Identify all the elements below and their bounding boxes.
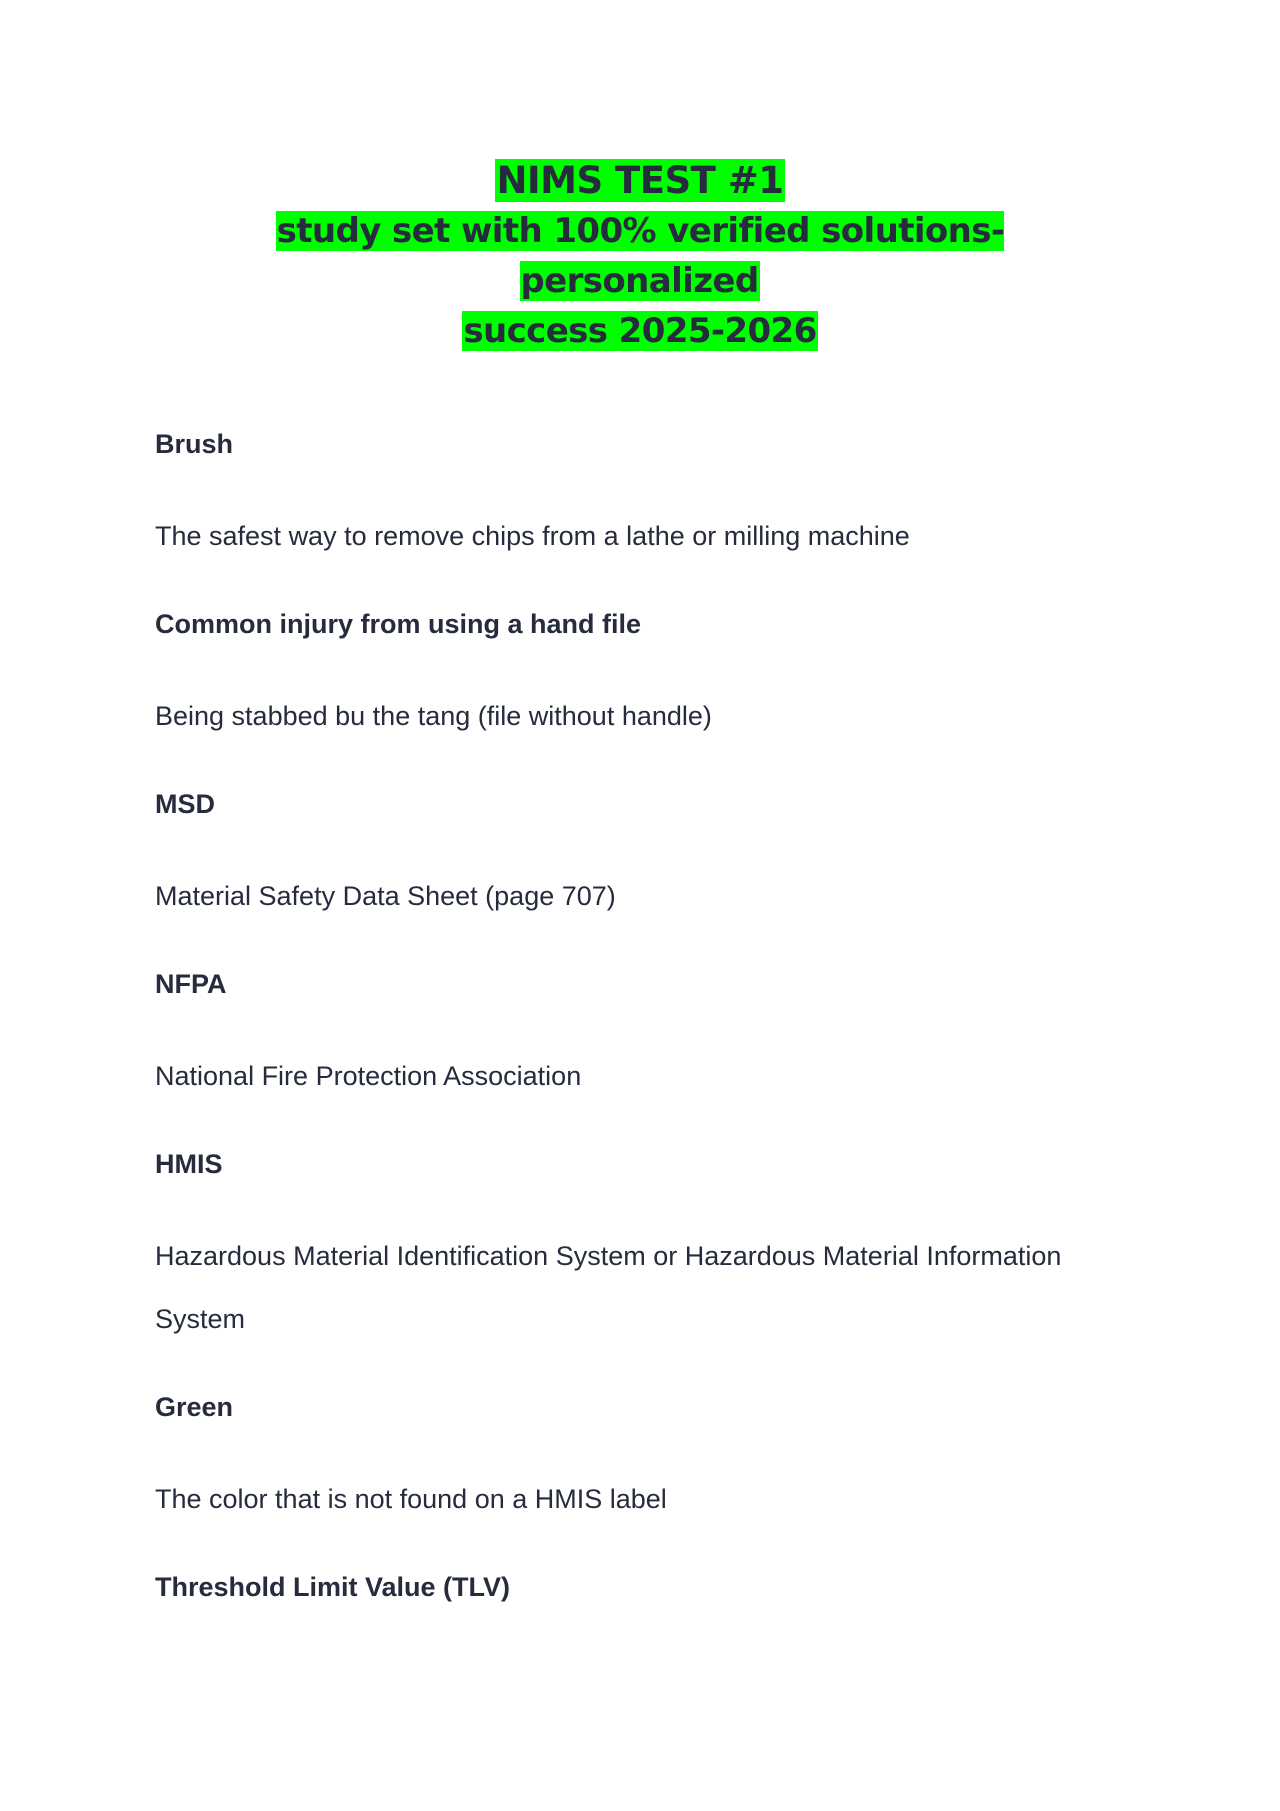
term-hmis: HMIS [155,1149,223,1179]
definition-brush: The safest way to remove chips from a lathe or milling machine [155,521,910,551]
definition-msd: Material Safety Data Sheet (page 707) [155,881,616,911]
definition-nfpa: National Fire Protection Association [155,1061,582,1091]
document-subtitle-line-2: success 2025-2026 [463,311,817,351]
definition-hand-file-injury: Being stabbed bu the tang (file without handle) [155,701,712,731]
term-tlv: Threshold Limit Value (TLV) [155,1572,511,1602]
document-header [160,156,1120,356]
term-msd: MSD [155,789,215,819]
term-green: Green [155,1392,234,1422]
term-brush: Brush [155,429,234,459]
definition-green: The color that is not found on a HMIS label [155,1484,667,1514]
term-hand-file-injury: Common injury from using a hand file [155,609,642,639]
document-subtitle-line-1: study set with 100% verified solutions-personalized [276,211,1005,301]
flashcard-list [155,415,1115,1648]
definition-hmis: Hazardous Material Identification System or Hazardous Material Information System [155,1241,1062,1334]
document-title: NIMS TEST #1 [496,159,784,202]
term-nfpa: NFPA [155,969,227,999]
